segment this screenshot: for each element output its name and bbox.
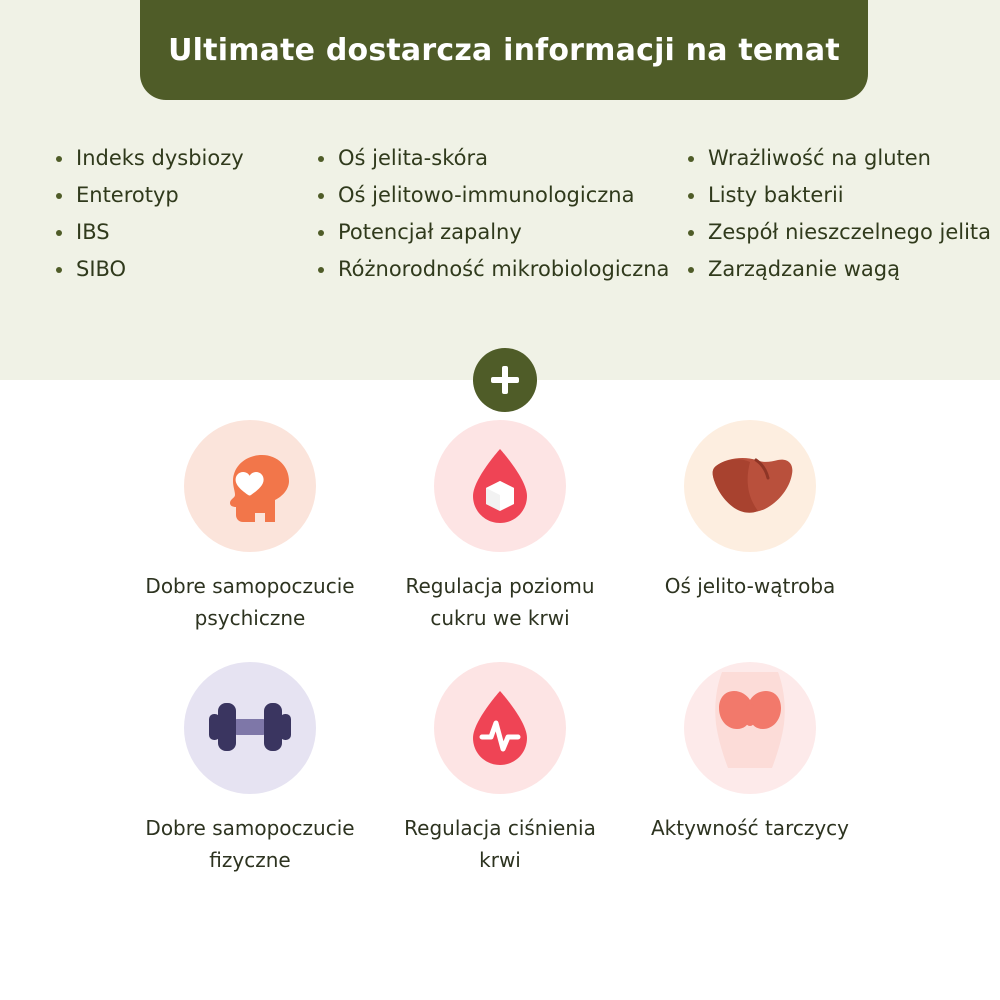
benefit-icon-circle [684, 420, 816, 552]
features-column-1 [0, 140, 300, 288]
features-columns [0, 140, 1000, 288]
benefit-icon-circle [434, 420, 566, 552]
benefit-label: Dobre samopoczucie fizyczne [145, 816, 355, 872]
features-column-3 [680, 140, 1000, 288]
list-item: Zespół nieszczelnego jelita [680, 214, 1000, 251]
benefit-item [625, 420, 875, 634]
list-item: SIBO [48, 251, 300, 288]
list-item: Oś jelitowo-immunologiczna [310, 177, 680, 214]
feature-list-2 [310, 140, 680, 288]
features-column-2 [300, 140, 680, 288]
benefits-row-2 [0, 662, 1000, 876]
benefits-row-1 [0, 420, 1000, 634]
list-item: Różnorodność mikrobiologiczna [310, 251, 680, 288]
liver-icon [704, 446, 796, 526]
benefit-label: Regulacja poziomu cukru we krwi [405, 574, 595, 630]
list-item: Listy bakterii [680, 177, 1000, 214]
list-item: Zarządzanie wagą [680, 251, 1000, 288]
benefit-item [625, 662, 875, 876]
benefits-grid [0, 420, 1000, 904]
benefit-icon-circle [184, 662, 316, 794]
plus-icon [473, 348, 537, 412]
dumbbell-icon [204, 691, 296, 765]
benefit-icon-circle [184, 420, 316, 552]
benefit-item [375, 662, 625, 876]
benefit-icon-circle [684, 662, 816, 794]
list-item: Wrażliwość na gluten [680, 140, 1000, 177]
benefit-item [125, 420, 375, 634]
list-item: Oś jelita-skóra [310, 140, 680, 177]
title-bar [140, 0, 868, 100]
benefit-label: Regulacja ciśnienia krwi [404, 816, 596, 872]
features-panel [0, 0, 1000, 380]
list-item: Enterotyp [48, 177, 300, 214]
benefit-item [125, 662, 375, 876]
benefit-label: Oś jelito-wątroba [664, 574, 836, 598]
feature-list-3 [680, 140, 1000, 288]
blood-drop-sugar-icon [457, 443, 543, 529]
benefit-label: Aktywność tarczycy [650, 816, 850, 840]
benefit-label: Dobre samopoczucie psychiczne [145, 574, 355, 630]
thyroid-icon [700, 670, 800, 786]
page-title: Ultimate dostarcza informacji na temat [168, 32, 840, 68]
list-item: Potencjał zapalny [310, 214, 680, 251]
plus-icon-vertical [502, 366, 508, 394]
feature-list-1 [48, 140, 300, 288]
benefit-icon-circle [434, 662, 566, 794]
head-heart-icon [207, 443, 293, 529]
blood-pressure-drop-icon [457, 685, 543, 771]
list-item: IBS [48, 214, 300, 251]
list-item: Indeks dysbiozy [48, 140, 300, 177]
benefit-item [375, 420, 625, 634]
